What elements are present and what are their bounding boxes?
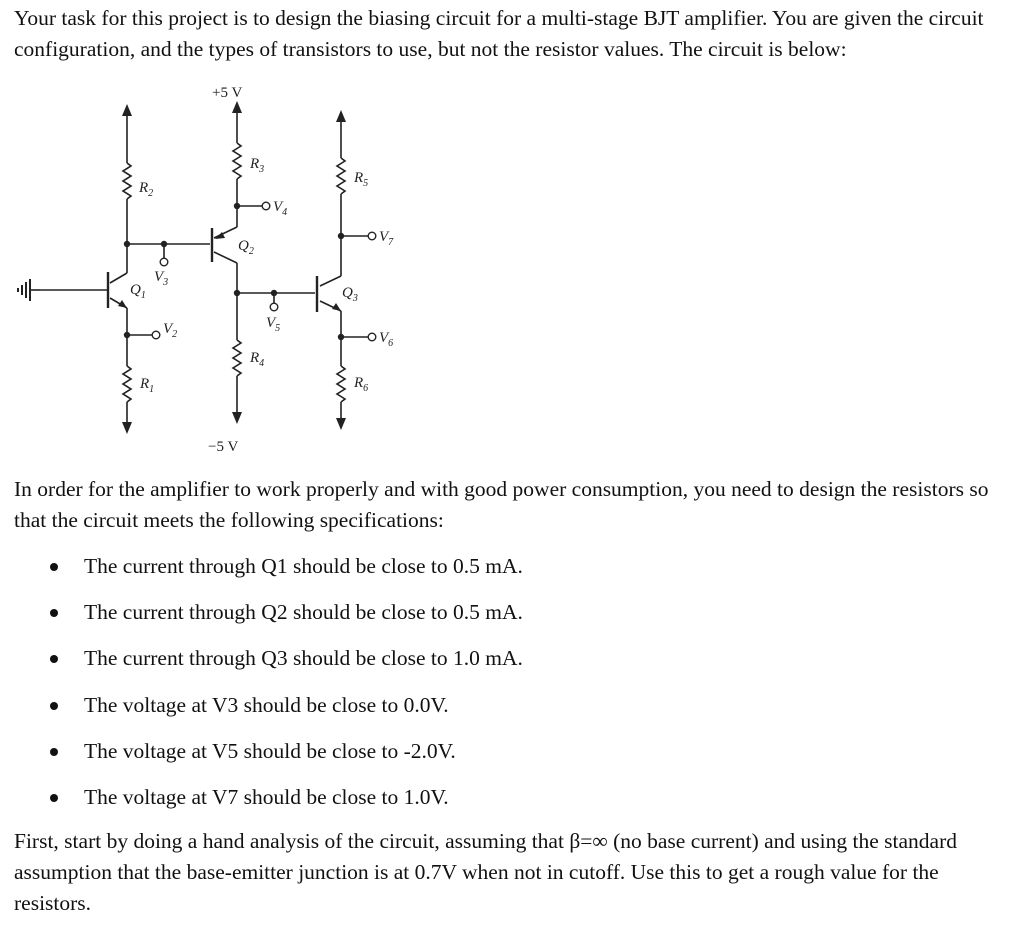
- r5-label: $R_5$: [354, 170, 369, 189]
- rail-arrow-down-icon: [336, 418, 346, 430]
- v3-label: $V_3$: [154, 269, 169, 288]
- supply-positive-label: +5 V: [212, 85, 243, 101]
- v7-label: $V_7$: [379, 229, 394, 248]
- spec-intro-paragraph: In order for the amplifier to work properly and with good power consumption, you need to design the resistors so that the circuit meets the following specifications:: [14, 477, 989, 532]
- list-item: The current through Q1 should be close to 0.5 mA.: [0, 551, 1024, 597]
- rail-arrow-down-icon: [232, 412, 242, 424]
- v5-label: $V_5$: [266, 315, 281, 334]
- resistor-r1: [123, 366, 131, 402]
- list-item: The voltage at V5 should be close to -2.0V.: [0, 736, 1024, 782]
- bullet-icon: [50, 748, 58, 756]
- rail-arrow-down-icon: [122, 422, 132, 434]
- resistor-r4: [233, 340, 241, 376]
- bullet-icon: [50, 702, 58, 710]
- r1-label: $R_1$: [140, 376, 155, 395]
- resistor-r3: [233, 143, 241, 179]
- list-item: The current through Q2 should be close to 0.5 mA.: [0, 597, 1024, 643]
- rail-arrow-up-icon: [122, 104, 132, 116]
- resistor-r5: [337, 158, 345, 194]
- list-item: The voltage at V7 should be close to 1.0V.: [0, 782, 1024, 828]
- r6-label: $R_6$: [354, 375, 369, 394]
- v2-label: $V_2$: [163, 321, 178, 340]
- q3-label: $Q_3$: [342, 285, 358, 304]
- bullet-icon: [50, 609, 58, 617]
- q1-label: $Q_1$: [130, 282, 146, 301]
- v6-label: $V_6$: [379, 330, 394, 349]
- v4-label: $V_4$: [273, 199, 288, 218]
- closing-paragraph: First, start by doing a hand analysis of the circuit, assuming that β=∞ (no base current) and using the standard assumption that the base-emitter junction is at 0.7V when not in cutoff. Use this to get a rough value for the resistors.: [14, 829, 957, 915]
- bullet-icon: [50, 655, 58, 663]
- q2-label: $Q_2$: [238, 238, 254, 257]
- list-item: The current through Q3 should be close to 1.0 mA.: [0, 643, 1024, 689]
- r2-label: $R_2$: [139, 180, 154, 199]
- r3-label: $R_3$: [250, 156, 265, 175]
- bullet-icon: [50, 563, 58, 571]
- r4-label: $R_4$: [250, 350, 265, 369]
- intro-paragraph: Your task for this project is to design the biasing circuit for a multi-stage BJT amplifier. You are given the circuit configuration, and the types of transistors to use, but not the resistor values. The circuit is below:: [14, 6, 984, 61]
- spec-list: [0, 551, 1024, 828]
- list-item: The voltage at V3 should be close to 0.0V.: [0, 690, 1024, 736]
- bullet-icon: [50, 794, 58, 802]
- supply-negative-label: −5 V: [208, 439, 239, 455]
- resistor-r2: [123, 163, 131, 199]
- bjt-amplifier-circuit-diagram: [0, 70, 420, 470]
- rail-arrow-up-icon: [232, 101, 242, 113]
- resistor-r6: [337, 366, 345, 402]
- rail-arrow-up-icon: [336, 110, 346, 122]
